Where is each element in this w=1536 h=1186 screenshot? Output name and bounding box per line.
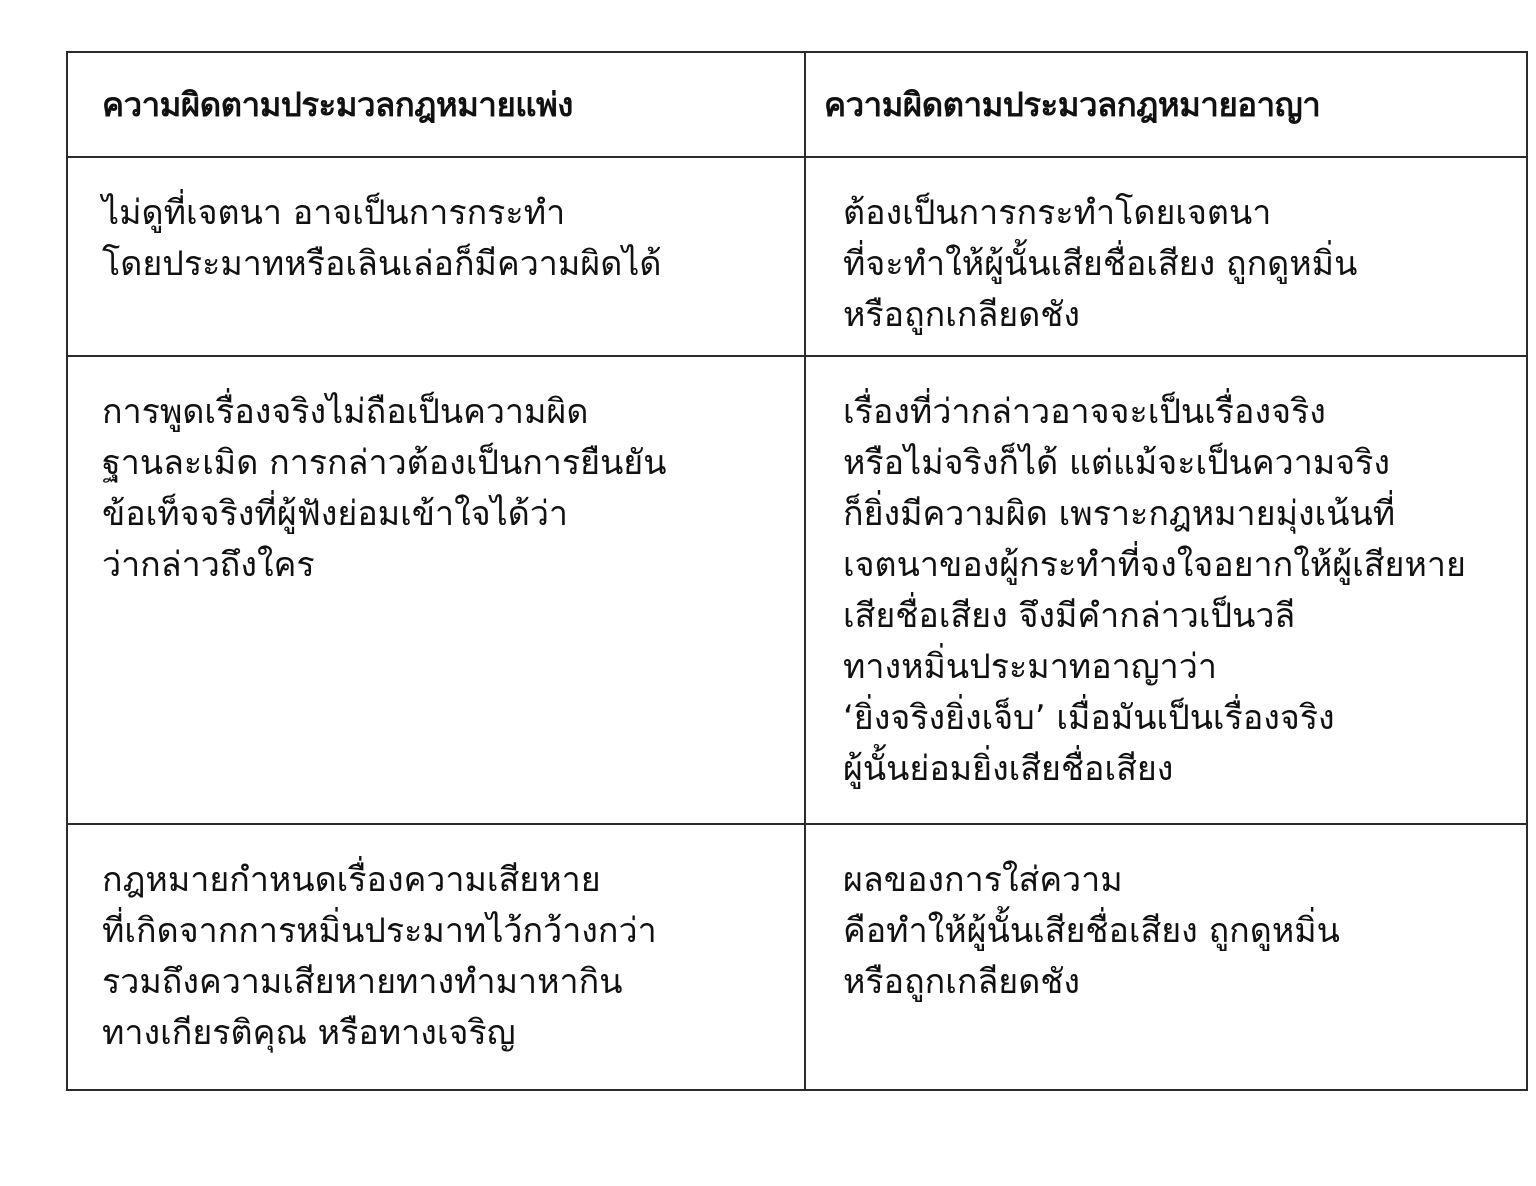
criminal-cell: [805, 824, 1527, 1090]
table-row: [67, 157, 1527, 356]
civil-text: การพูดเรื่องจริงไม่ถือเป็นความผิด ฐานละเมิด การกล่าวต้องเป็นการยืนยัน ข้อเท็จจริงที่ผู้ฟังย่อมเข้าใจได้ว่า ว่ากล่าวถึงใคร: [102, 392, 667, 585]
criminal-text: ผลของการใส่ความ คือทำให้ผู้นั้นเสียชื่อเสียง ถูกดูหมิ่น หรือถูกเกลียดชัง: [843, 860, 1340, 1002]
civil-cell: [67, 157, 805, 356]
criminal-text: เรื่องที่ว่ากล่าวอาจจะเป็นเรื่องจริง หรือไม่จริงก็ได้ แต่แม้จะเป็นความจริง ก็ยิ่งมีความผิด เพราะกฎหมายมุ่งเน้นที่ เจตนาของผู้กระทำที่จงใจอยากให้ผู้เสียหาย เสียชื่อเสียง จึงมีคำกล่าวเป็นวลี ทางหมิ่นประมาทอาญาว่า ‘ยิ่งจริงยิ่งเจ็บ’ เมื่อมันเป็นเรื่องจริง ผู้นั้นย่อมยิ่งเสียชื่อเสียง: [843, 392, 1466, 789]
header-criminal-law: ความผิดตามประมวลกฎหมายอาญา: [805, 52, 1527, 157]
criminal-cell: [805, 157, 1527, 356]
civil-text: ไม่ดูที่เจตนา อาจเป็นการกระทำ โดยประมาทหรือเลินเล่อก็มีความผิดได้: [102, 193, 662, 284]
table-row: [67, 356, 1527, 824]
civil-text: กฎหมายกำหนดเรื่องความเสียหาย ที่เกิดจากการหมิ่นประมาทไว้กว้างกว่า รวมถึงความเสียหายทางทำมาหากิน ทางเกียรติคุณ หรือทางเจริญ: [102, 860, 657, 1053]
civil-cell: [67, 356, 805, 824]
civil-cell: [67, 824, 805, 1090]
criminal-text: ต้องเป็นการกระทำโดยเจตนา ที่จะทำให้ผู้นั้นเสียชื่อเสียง ถูกดูหมิ่น หรือถูกเกลียดชัง: [843, 193, 1358, 335]
comparison-table: [66, 51, 1528, 1091]
header-row: [67, 52, 1527, 157]
table-row: [67, 824, 1527, 1090]
header-civil-law: ความผิดตามประมวลกฎหมายแพ่ง: [67, 52, 805, 157]
criminal-cell: [805, 356, 1527, 824]
